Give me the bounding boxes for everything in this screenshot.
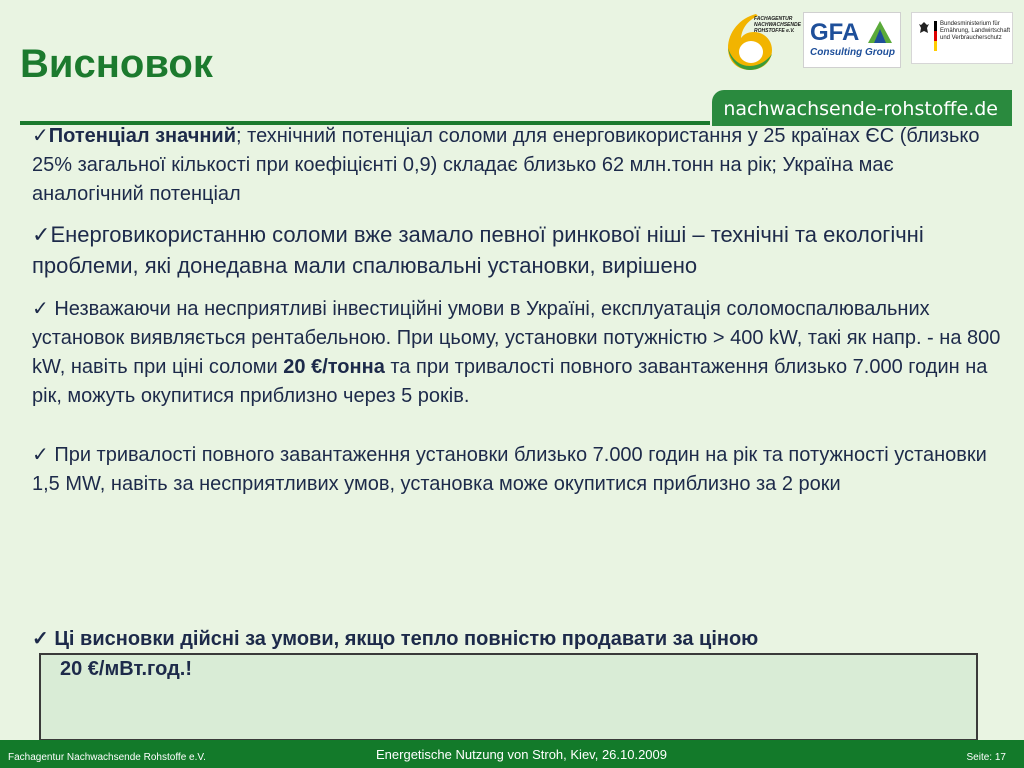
gfa-logo [803, 12, 901, 68]
url-banner [712, 90, 1012, 126]
bullet-5-line2: 20 €/мВт.год.! [60, 658, 192, 680]
bmelv-line1: Bundesministerium für [940, 21, 1000, 27]
checkmark-icon: ✓ [32, 125, 49, 147]
footer-presentation-title: Energetische Nutzung von Stroh, Kiev, 26.10.2009 [376, 747, 668, 762]
bullet-5 [32, 624, 1002, 684]
gfa-logo-name: GFA [810, 19, 860, 46]
flag-stripe-gold [934, 41, 937, 51]
eagle-icon [918, 21, 930, 35]
checkmark-icon: ✓ [32, 444, 49, 466]
bullet-1-bold: Потенціал значний [48, 125, 237, 147]
bmelv-line2: Ernährung, Landwirtschaft [940, 28, 1011, 34]
checkmark-icon: ✓ [32, 628, 49, 650]
gfa-logo-sub: Consulting Group [810, 47, 895, 58]
flag-stripe-red [934, 31, 937, 41]
fnr-logo-text: FACHAGENTUR NACHWACHSENDE ROHSTOFFE e.V. [754, 16, 801, 34]
footer-bar [0, 740, 1024, 768]
footer-page-number: Seite: 17 [966, 752, 1006, 763]
bullet-3-text-b: та при тривалості повного завантаження близько 7.000 годин на рік, можуть окупитися приблизно через 5 років. [32, 356, 988, 407]
bullet-4-text: При тривалості повного завантаження установки близько 7.000 годин на рік та потужності установки 1,5 MW, навіть за несприятливих умов, установка може окупитися приблизно за 2 роки [32, 444, 987, 495]
bmelv-logo [911, 12, 1013, 64]
bullet-list [32, 122, 1002, 499]
flag-stripe-black [934, 21, 937, 31]
bullet-1 [32, 122, 1002, 209]
slide-title: Висновок [20, 42, 213, 86]
bullet-4 [32, 441, 1002, 499]
bullet-2-text: Енерговикористанню соломи вже замало певної ринкової ніші – технічні та екологічні проблеми, які донедавна мали спалювальні установки, вирішено [32, 222, 924, 278]
bullet-5-line1: ✓ Ці висновки дійсні за умови, якщо тепло повністю продавати за ціною [32, 628, 759, 650]
fnr-logo [722, 10, 801, 72]
bullet-1-text: ; технічний потенціал соломи для енерговикористання у 25 країнах ЄС (близько 25% загальної кількості при коефіцієнті 0,9) складає близько 62 млн.тонн на рік; Україна має аналогічний потенціал [32, 125, 980, 205]
checkmark-icon: ✓ [32, 298, 49, 320]
footer-organization: Fachagentur Nachwachsende Rohstoffe e.V. [8, 752, 206, 763]
bullet-3-text-a: Незважаючи на несприятливі інвестиційні умови в Україні, експлуатація соломоспалювальних установок виявляється рентабельною. При цьому, установки потужністю > 400 kW, такі як напр. - на 800 kW, навіть при ціні соломи [32, 298, 1001, 378]
bullet-2 [32, 219, 1002, 281]
checkmark-icon: ✓ [32, 222, 51, 247]
gfa-triangle-icon [866, 19, 894, 45]
bullet-3-price: 20 €/тонна [283, 356, 385, 378]
website-url: nachwachsende-rohstoffe.de [723, 98, 998, 120]
bmelv-line3: und Verbraucherschutz [940, 35, 1002, 41]
bullet-3 [32, 295, 1002, 411]
